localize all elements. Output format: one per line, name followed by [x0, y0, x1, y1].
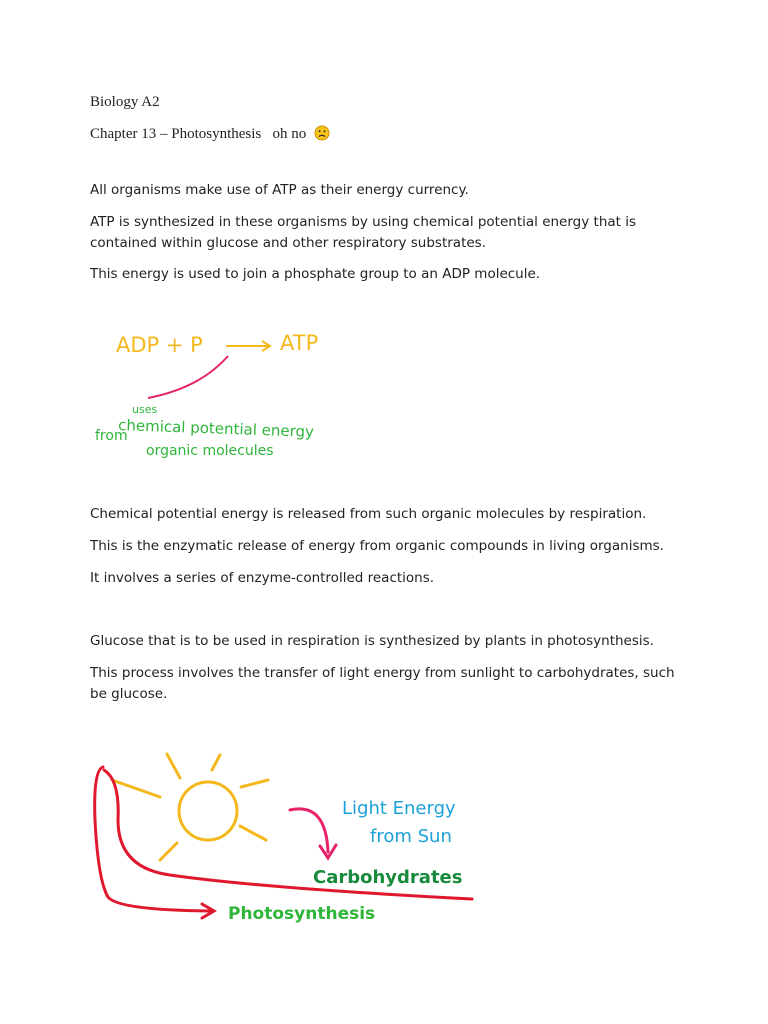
course-title: Biology A2 — [90, 94, 160, 110]
chapter-label: Chapter 13 – Photosynthesis — [90, 126, 262, 142]
pointer-line — [148, 356, 228, 398]
red-arrow-icon — [95, 767, 472, 918]
curved-arrow-icon — [290, 809, 336, 858]
paragraph-light-transfer: This process involves the transfer of light energy from sunlight to carbohydrates, such be glucose. — [90, 665, 675, 702]
chapter-remark: oh no — [272, 126, 307, 142]
paragraph-glucose: Glucose that is to be used in respiration is synthesized by plants in photosynthesis. — [90, 633, 654, 649]
sad-face-icon — [314, 125, 330, 148]
label-light-energy: Light Energy — [342, 798, 456, 819]
paragraph-enzyme-reactions: It involves a series of enzyme-controlled reactions. — [90, 570, 435, 586]
sketch-reactants: ADP + P — [116, 333, 203, 357]
label-photosynthesis: Photosynthesis — [228, 904, 376, 924]
paragraph-atp-synthesis: ATP is synthesized in these organisms by using chemical potential energy that is contained within glucose and other respiratory substrates. — [90, 214, 637, 251]
paragraph-atp-currency: All organisms make use of ATP as their energy currency. — [90, 182, 469, 198]
sketch-product: ATP — [280, 331, 319, 355]
label-from-sun: from Sun — [370, 826, 452, 847]
sun-icon — [112, 754, 268, 860]
note-chemical-energy: chemical potential energy — [117, 416, 315, 441]
chapter-title — [90, 124, 330, 148]
note-from: from — [95, 428, 128, 444]
arrow-right-icon — [226, 341, 270, 351]
note-uses: uses — [132, 403, 158, 416]
note-organic-molecules: organic molecules — [146, 443, 274, 459]
label-carbohydrates: Carbohydrates — [313, 867, 463, 888]
paragraph-enzymatic: This is the enzymatic release of energy from organic compounds in living organisms. — [90, 538, 664, 554]
paragraph-phosphate: This energy is used to join a phosphate group to an ADP molecule. — [90, 266, 541, 282]
paragraph-respiration: Chemical potential energy is released from such organic molecules by respiration. — [90, 506, 647, 522]
